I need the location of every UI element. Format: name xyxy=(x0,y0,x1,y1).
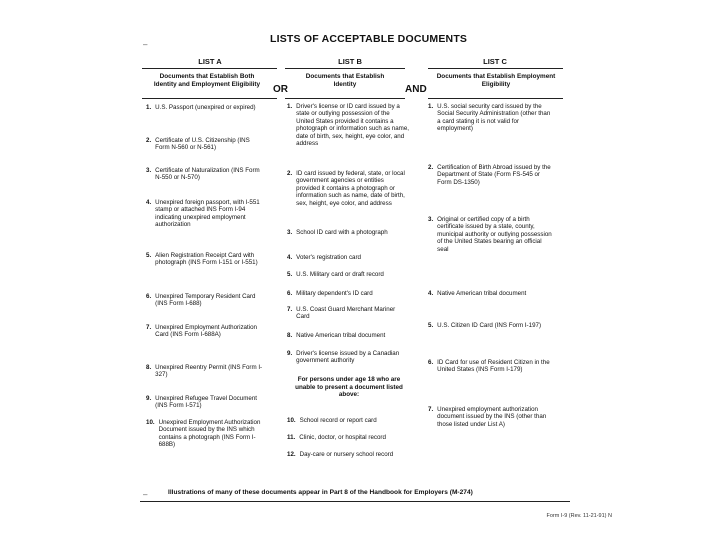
list-b-item: 11. Clinic, doctor, or hospital record xyxy=(287,434,386,441)
list-b-item: 4. Voter's registration card xyxy=(287,254,361,261)
list-a-item: 9. Unexpired Refugee Travel Document (INS Form I-571) xyxy=(146,395,257,410)
list-a-item: 10. Unexpired Employment Authorization Document issued by the INS which contains a photograph (INS Form I-688B) xyxy=(146,419,261,449)
divider xyxy=(428,98,563,99)
list-a-item: 2. Certificate of U.S. Citizenship (INS Form N-560 or N-561) xyxy=(146,137,250,152)
and-connector: AND xyxy=(405,84,427,95)
list-a-item: 8. Unexpired Reentry Permit (INS Form I-327) xyxy=(146,364,263,379)
divider xyxy=(142,98,277,99)
list-a-heading: Documents that Establish Both Identity and Employment Eligibility xyxy=(153,73,261,88)
list-b-item: 2. ID card issued by federal, state, or local government agencies or entities provided it contains a photograph or information such as name, date of birth, sex, height, eye color, and address xyxy=(287,170,405,207)
footer-divider xyxy=(140,501,570,502)
list-c-item: 6. ID Card for use of Resident Citizen in the United States (INS Form I-179) xyxy=(428,359,550,374)
margin-mark: ‒ xyxy=(143,40,148,49)
divider xyxy=(428,68,563,69)
list-a-item: 3. Certificate of Naturalization (INS Form N-550 or N-570) xyxy=(146,167,260,182)
list-b-item: 6. Military dependent's ID card xyxy=(287,290,373,297)
list-c-item: 1. U.S. social security card issued by the Social Security Administration (other than a card stating it is not valid for employment) xyxy=(428,103,551,133)
list-a-item: 1. U.S. Passport (unexpired or expired) xyxy=(146,104,256,111)
list-c-item: 5. U.S. Citizen ID Card (INS Form I-197) xyxy=(428,322,542,329)
list-a-item: 7. Unexpired Employment Authorization Card (INS Form I-688A) xyxy=(146,324,257,339)
list-a-item: 6. Unexpired Temporary Resident Card (INS Form I-688) xyxy=(146,293,256,308)
list-b-title: LIST B xyxy=(338,57,362,66)
list-b-item: 12. Day-care or nursery school record xyxy=(287,451,394,458)
list-b-item: 9. Driver's license issued by a Canadian government authority xyxy=(287,350,400,365)
list-c-item: 2. Certification of Birth Abroad issued by the Department of State (Form FS-545 or Form DS-1350) xyxy=(428,164,551,186)
divider xyxy=(285,68,405,69)
list-a-item: 4. Unexpired foreign passport, with I-551 stamp or attached INS Form I-94 indicating unexpired employment authorization xyxy=(146,199,260,229)
divider xyxy=(285,98,405,99)
list-c-title: LIST C xyxy=(483,57,507,66)
list-b-item: 1. Driver's license or ID card issued by a state or outlying possession of the United States provided it contains a photograph or information such as name, date of birth, sex, height, eye color, and address xyxy=(287,103,409,148)
footer-note: Illustrations of many of these documents appear in Part 8 of the Handbook for Employers (M-274) xyxy=(168,489,473,496)
page-title: LISTS OF ACCEPTABLE DOCUMENTS xyxy=(270,33,468,45)
form-number: Form I-9 (Rev. 11-21-91) N xyxy=(546,513,612,519)
list-c-heading: Documents that Establish Employment Eligibility xyxy=(436,73,556,88)
list-a-title: LIST A xyxy=(198,57,222,66)
list-c-item: 3. Original or certified copy of a birth certificate issued by a state, county, municipal authority or outlying possession of the United States bearing an official seal xyxy=(428,216,552,253)
divider xyxy=(142,68,277,69)
margin-mark: ‒ xyxy=(143,490,148,499)
list-b-item: 5. U.S. Military card or draft record xyxy=(287,271,384,278)
list-b-item: 10. School record or report card xyxy=(287,417,377,424)
list-c-item: 7. Unexpired employment authorization document issued by the INS (other than those listed under List A) xyxy=(428,406,547,428)
minor-note: For persons under age 18 who are unable to present a document listed above: xyxy=(295,376,403,399)
list-b-item: 7. U.S. Coast Guard Merchant Mariner Card xyxy=(287,306,396,321)
or-connector: OR xyxy=(273,84,288,95)
list-a-item: 5. Alien Registration Receipt Card with photograph (INS Form I-151 or I-551) xyxy=(146,252,258,267)
list-b-item: 8. Native American tribal document xyxy=(287,332,386,339)
list-c-item: 4. Native American tribal document xyxy=(428,290,527,297)
list-b-heading: Documents that Establish Identity xyxy=(305,73,385,88)
list-b-item: 3. School ID card with a photograph xyxy=(287,229,388,236)
